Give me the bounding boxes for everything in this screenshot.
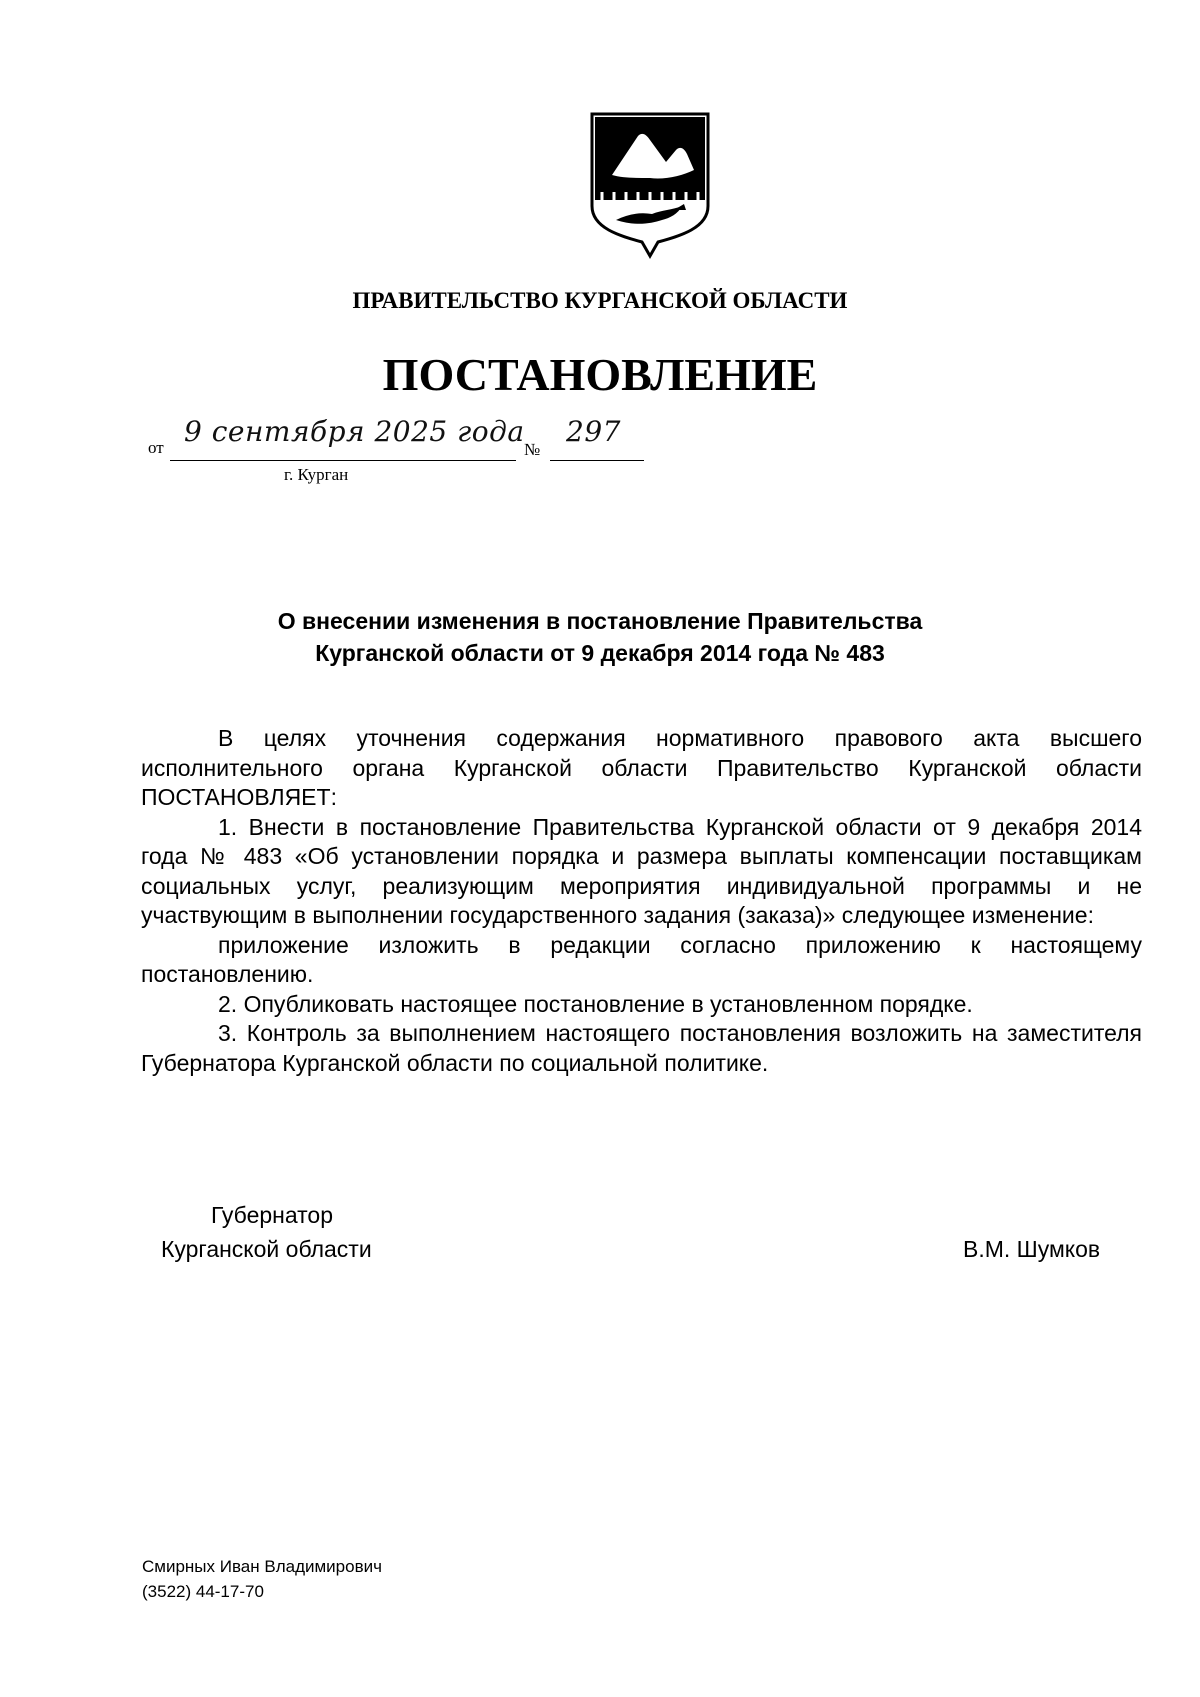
body-paragraph: 1. Внести в постановление Правительства Курганской области от 9 декабря 2014 года № 483 «Об установлении порядка и размера выплаты компенсации поставщикам социальных услуг, реализующим мероприятия индивидуальной программы и не участвующим в выполнении государственного задания (заказа)» следующее изменение:	[141, 813, 1142, 928]
body-paragraph: В целях уточнения содержания нормативного правового акта высшего исполнительного органа Курганской области Правительство Курганской области ПОСТАНОВЛЯЕТ:	[141, 725, 1142, 810]
body-paragraph: 3. Контроль за выполнением настоящего постановления возложить на заместителя Губернатора Курганской области по социальной политике.	[141, 1020, 1142, 1076]
executor-phone: (3522) 44-17-70	[142, 1582, 264, 1601]
city-label: г. Курган	[284, 465, 349, 484]
from-label: от	[148, 438, 164, 457]
coat-of-arms-icon	[588, 110, 712, 260]
handwritten-number: 297	[566, 415, 621, 448]
signatory-position-line-2: Курганской области	[161, 1236, 372, 1262]
government-name: ПРАВИТЕЛЬСТВО КУРГАНСКОЙ ОБЛАСТИ	[352, 288, 848, 313]
document-body	[141, 724, 1142, 1078]
document-heading	[0, 605, 1200, 669]
date-underline	[170, 460, 516, 461]
signatory-position-line-1: Губернатор	[211, 1202, 334, 1228]
number-label: №	[524, 440, 541, 459]
heading-line-2: Курганской области от 9 декабря 2014 года № 483	[315, 640, 885, 666]
signatory-name: В.М. Шумков	[963, 1236, 1101, 1262]
number-underline	[550, 460, 644, 461]
body-paragraph: приложение изложить в редакции согласно приложению к настоящему постановлению.	[141, 931, 1142, 987]
heading-line-1: О внесении изменения в постановление Правительства	[277, 608, 923, 634]
handwritten-date: 9 сентября 2025 года	[184, 415, 525, 448]
body-paragraph: 2. Опубликовать настоящее постановление в установленном порядке.	[218, 990, 973, 1017]
document-type-title: ПОСТАНОВЛЕНИЕ	[382, 349, 818, 400]
executor-name: Смирных Иван Владимирович	[142, 1557, 382, 1576]
